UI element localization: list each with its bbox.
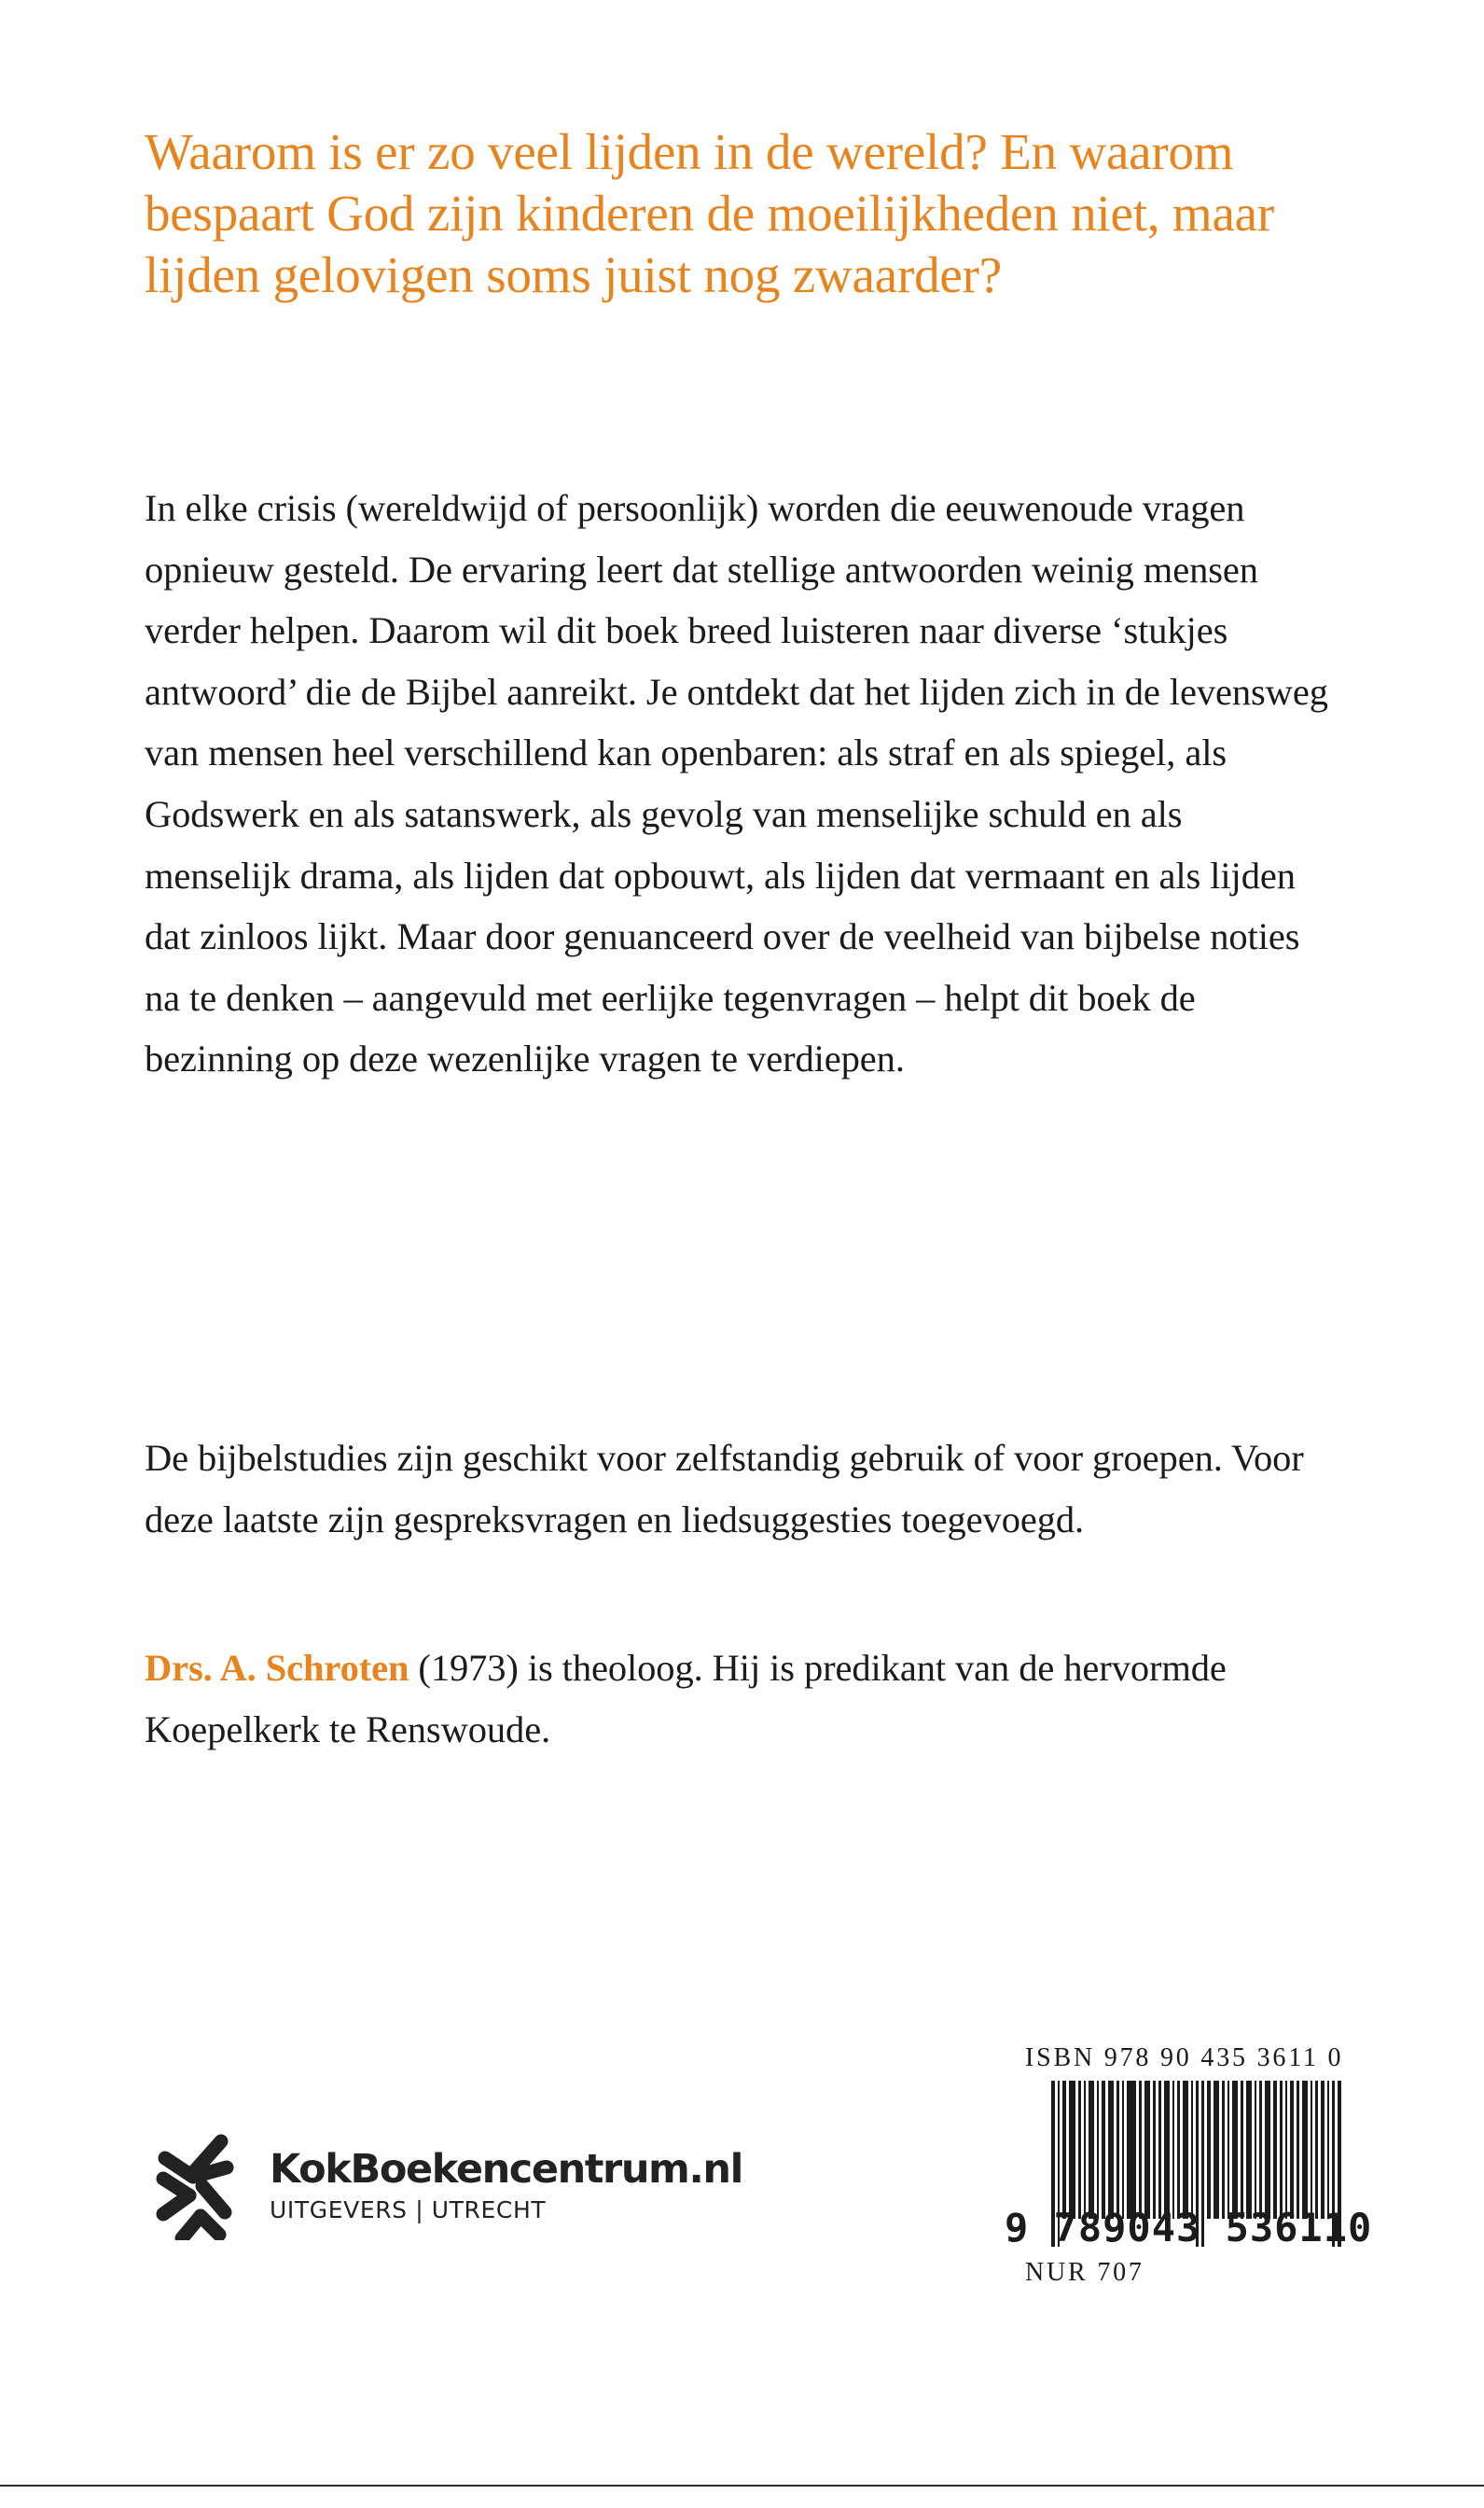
barcode-bar: [1144, 2081, 1150, 2219]
barcode-bar: [1321, 2081, 1325, 2219]
barcode-bar: [1259, 2081, 1262, 2219]
barcode-bar: [1191, 2081, 1193, 2219]
barcode-bar: [1207, 2081, 1211, 2219]
publisher-name: KokBoekencentrum.nl: [270, 2145, 742, 2193]
barcode-bar: [1290, 2081, 1294, 2219]
barcode-bar: [1122, 2081, 1124, 2219]
isbn-label: ISBN 978 90 435 3611 0: [1025, 2043, 1344, 2072]
barcode-bar: [1102, 2081, 1105, 2219]
barcode-bar: [1183, 2081, 1188, 2219]
barcode-bar: [1315, 2081, 1318, 2219]
barcode-bar: [1222, 2081, 1225, 2219]
barcode-bar: [1139, 2081, 1142, 2219]
barcode-bar: [1297, 2081, 1299, 2219]
author-bio-paragraph: [145, 1637, 1329, 1760]
barcode-bar: [1108, 2081, 1114, 2219]
publisher-logo: [145, 2130, 742, 2240]
barcode-bar: [1164, 2081, 1170, 2219]
trim-rule: [0, 2485, 1484, 2487]
barcode-bar: [1265, 2081, 1270, 2219]
barcode-bar: [1327, 2081, 1329, 2219]
barcode-bar: [1069, 2081, 1075, 2219]
barcode-bar: [1116, 2081, 1119, 2219]
page-headline: Waarom is er zo veel lijden in de wereld? En waarom bespaart God zijn kinderen de moeilijkheden niet, maar lijden gelovigen soms juist nog zwaarder?: [145, 123, 1274, 303]
nur-label: NUR 707: [1025, 2258, 1144, 2287]
barcode-bar: [1255, 2081, 1256, 2219]
ean-digits: 9 789043 536110: [1005, 2205, 1373, 2250]
usage-paragraph: De bijbelstudies zijn geschikt voor zelfstandig gebruik of voor groepen. Voor deze laatste zijn gespreksvragen en liedsuggesties toegevoegd.: [145, 1437, 1304, 1540]
barcode-bar: [1089, 2081, 1094, 2219]
barcode-bar: [1227, 2081, 1229, 2219]
barcode-bar: [1232, 2081, 1238, 2219]
barcode-bar: [1273, 2081, 1277, 2219]
barcode-bar: [1280, 2081, 1283, 2219]
barcode-bar: [1246, 2081, 1252, 2219]
barcode-graphic: [1005, 2081, 1373, 2250]
author-bio-text: (1973) is theoloog. Hij is predikant van de hervormde Koepelkerk te Renswoude.: [145, 1647, 1227, 1750]
barcode-bar: [1285, 2081, 1287, 2219]
barcode-bar: [1214, 2081, 1219, 2219]
barcode-block: [1005, 2043, 1373, 2288]
barcode-bar: [1078, 2081, 1081, 2219]
cover-footer: [0, 1903, 1484, 2342]
description-paragraph: In elke crisis (wereldwijd of persoonlijk) worden die eeuwenoude vragen opnieuw gesteld. De ervaring leert dat stellige antwoorden weinig mensen verder helpen. Daarom wil dit boek breed luisteren naar diverse ‘stukjes antwoord’ die de Bijbel aanreikt. Je ontdekt dat het lijden zich in de levensweg van mensen heel verschillend kan openbaren: als straf en als spiegel, als Godswerk en als satanswerk, als gevolg van menselijke schuld en als menselijk drama, als lijden dat opbouwt, als lijden dat vermaant en als lijden dat zinloos lijkt. Maar door genuanceerd over de veelheid van bijbelse noties na te denken – aangevuld met eerlijke tegenvragen – helpt dit boek de bezinning op deze wezenlijke vragen te verdiepen.: [145, 487, 1328, 1080]
barcode-bar: [1172, 2081, 1174, 2219]
barcode-bar: [1153, 2081, 1156, 2219]
publisher-subtitle: UITGEVERS | UTRECHT: [270, 2195, 547, 2223]
barcode-bar: [1302, 2081, 1308, 2219]
author-name: Drs. A. Schroten: [145, 1647, 409, 1689]
barcode-bar: [1084, 2081, 1086, 2219]
barcode-bar: [1127, 2081, 1136, 2219]
barcode-bar: [1241, 2081, 1243, 2219]
barcode-bar: [1062, 2081, 1066, 2219]
barcode-bar: [1311, 2081, 1312, 2219]
barcode-bar: [1097, 2081, 1099, 2219]
barcode-bar: [1158, 2081, 1161, 2219]
publisher-wordmark: [270, 2145, 742, 2223]
kok-boekencentrum-asterisk-mark-icon: [145, 2130, 249, 2240]
barcode-bar: [1177, 2081, 1180, 2219]
